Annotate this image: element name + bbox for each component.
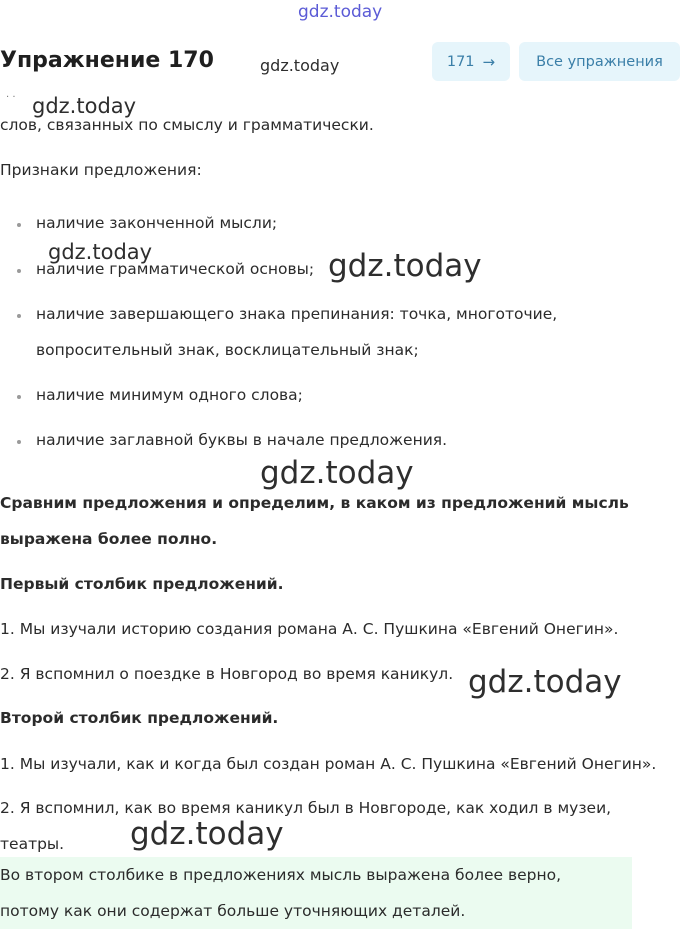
column-1-item: 2. Я вспомнил о поездке в Новгород во время каникул. xyxy=(0,665,454,683)
bullet-icon xyxy=(17,269,21,273)
intro-line: слов, связанных по смыслу и грамматически. xyxy=(0,116,374,134)
column-1-heading: Первый столбик предложений. xyxy=(0,575,284,593)
list-item: наличие минимум одного слова; xyxy=(36,386,303,404)
list-item: наличие завершающего знака препинания: точка, многоточие, xyxy=(36,305,557,323)
watermark: gdz.today xyxy=(260,455,414,491)
watermark: gdz.today xyxy=(32,94,137,118)
watermark: gdz.today xyxy=(328,248,482,284)
watermark: gdz.today xyxy=(48,240,153,264)
page-title: Упражнение 170 xyxy=(0,48,214,73)
watermark: gdz.today xyxy=(260,56,340,75)
list-item: наличие заглавной буквы в начале предложения. xyxy=(36,431,447,449)
watermark: gdz.today xyxy=(468,664,622,700)
answer-line-2: потому как они содержат больше уточняющих деталей. xyxy=(0,902,466,920)
list-item: наличие законченной мысли; xyxy=(36,214,277,232)
column-1-item: 1. Мы изучали историю создания романа А. С. Пушкина «Евгений Онегин». xyxy=(0,620,619,638)
compare-line-1: Сравним предложения и определим, в каком из предложений мысль xyxy=(0,494,629,512)
next-exercise-label: 171 xyxy=(446,53,475,70)
next-exercise-button[interactable] xyxy=(432,42,510,81)
bullet-icon xyxy=(17,440,21,444)
answer-box xyxy=(0,857,632,929)
compare-line-2: выражена более полно. xyxy=(0,530,218,548)
bullet-icon xyxy=(17,395,21,399)
list-item: наличие грамматической основы; xyxy=(36,260,314,278)
list-item-continuation: вопросительный знак, восклицательный знак; xyxy=(36,341,419,359)
bullet-icon xyxy=(17,223,21,227)
intro-partial-line: · · xyxy=(6,92,16,103)
column-2-item-continuation: театры. xyxy=(0,835,65,853)
watermark: gdz.today xyxy=(130,816,284,852)
answer-line-1: Во втором столбике в предложениях мысль выражена более верно, xyxy=(0,866,562,884)
features-heading: Признаки предложения: xyxy=(0,161,202,179)
arrow-right-icon: → xyxy=(482,52,496,71)
column-2-heading: Второй столбик предложений. xyxy=(0,709,279,727)
bullet-icon xyxy=(17,314,21,318)
column-2-item: 2. Я вспомнил, как во время каникул был в Новгороде, как ходил в музеи, xyxy=(0,799,612,817)
watermark: gdz.today xyxy=(298,2,383,22)
column-2-item: 1. Мы изучали, как и когда был создан роман А. С. Пушкина «Евгений Онегин». xyxy=(0,755,657,773)
all-exercises-button[interactable]: Все упражнения xyxy=(519,42,680,81)
